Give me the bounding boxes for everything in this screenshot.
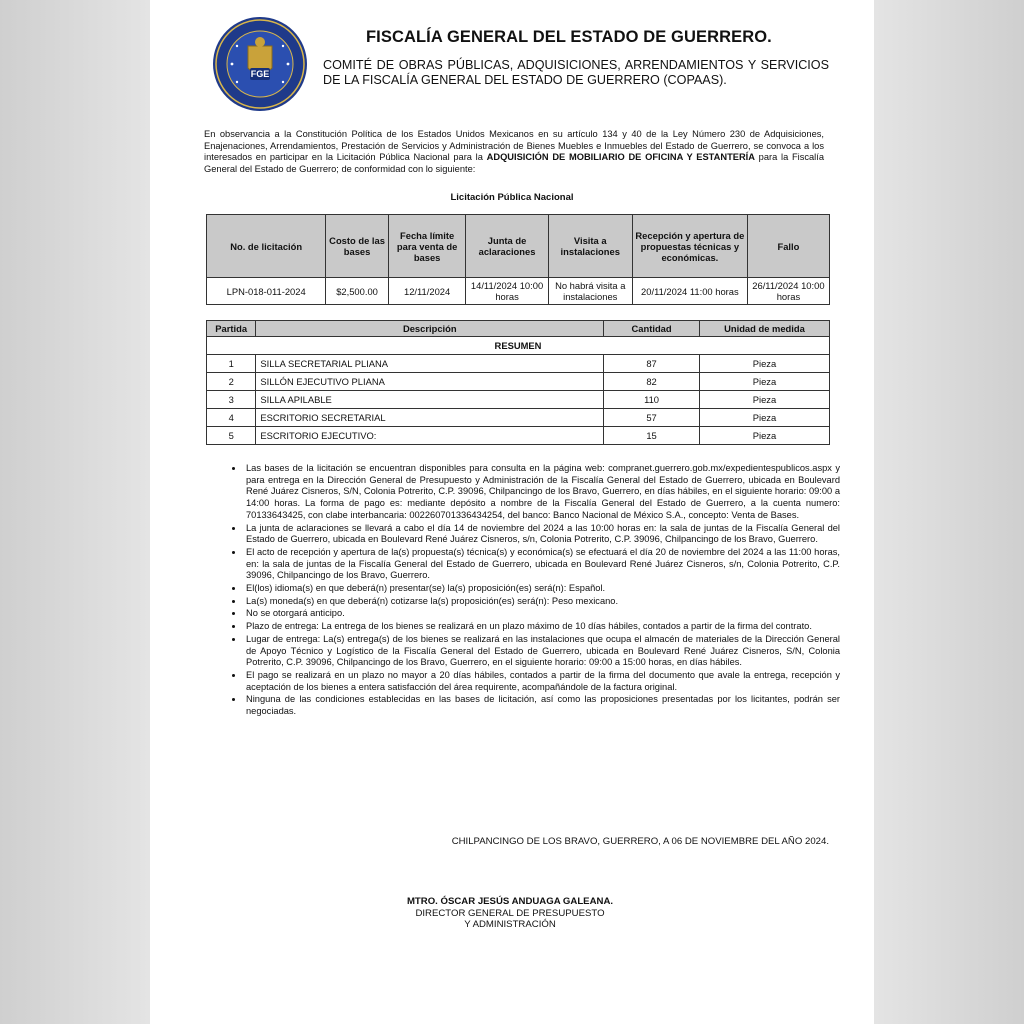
table-row — [207, 355, 830, 373]
header-cell: Recepción y apertura de propuestas técnicas y económicas. — [632, 215, 747, 278]
signer-name: MTRO. ÓSCAR JESÚS ANDUAGA GALEANA. — [406, 896, 614, 907]
signer-title-line-1: DIRECTOR GENERAL DE PRESUPUESTO — [415, 907, 605, 919]
cell: 14/11/2024 10:00 horas — [466, 278, 548, 305]
cell: No habrá visita a instalaciones — [548, 278, 632, 305]
header-cell: Cantidad — [604, 321, 700, 337]
cell: 12/11/2024 — [388, 278, 466, 305]
intro-text-1: En observancia a la Constitución Política de los Estados Unidos Mexicanos en su artículo 134 y 40 de la Ley Número 230 de Adquisiciones, Enajenaciones, Arrendamientos, Prestación de Servicios y Administración de Bienes Muebles e Inmuebles del Estado de Guerrero, se convoca a los interesados en participar en la Licitación Pública Nacional para la — [204, 129, 824, 163]
list-item: • Plazo de entrega: La entrega de los bienes se realizará en un plazo máximo de 10 días hábiles, contados a partir de la firma del contrato. — [244, 621, 840, 633]
cell: 5 — [207, 427, 256, 445]
header-cell: Junta de aclaraciones — [466, 215, 548, 278]
intro-bold: ADQUISICIÓN DE MOBILIARIO DE OFICINA Y ESTANTERÍA — [486, 152, 755, 163]
header-cell: Costo de las bases — [326, 215, 388, 278]
left-margin-blur — [0, 0, 150, 1024]
cell: 1 — [207, 355, 256, 373]
intro-text-2: para la Fiscalía General del Estado de Guerrero; de conformidad con lo siguiente: — [204, 152, 824, 174]
cell: 3 — [207, 391, 256, 409]
intro-paragraph — [204, 129, 824, 175]
page-title: FISCALÍA GENERAL DEL ESTADO DE GUERRERO. — [366, 28, 772, 46]
cell: LPN-018-011-2024 — [207, 278, 326, 305]
section-label: RESUMEN — [207, 337, 830, 355]
signer-title-line-2: Y ADMINISTRACIÓN — [464, 919, 556, 931]
cell: SILLÓN EJECUTIVO PLIANA — [256, 373, 604, 391]
section-subtitle: Licitación Pública Nacional — [450, 192, 574, 203]
cell: 57 — [604, 409, 700, 427]
list-item: • Lugar de entrega: La(s) entrega(s) de los bienes se realizará en las instalaciones que ocupa el almacén de materiales de la Dirección General de Apoyo Técnico y Logístico de la Fiscalía General del Estado de Guerrero, ubicada en Boulevard René Juárez Cisneros, S/N, Colonia Potrerito, C.P. 39096, Chilpancingo de los Bravo, Guerrero, en el siguiente horario: 09:00 a 15:00 horas, en días hábiles. — [244, 634, 840, 669]
cell: 2 — [207, 373, 256, 391]
header-cell: No. de licitación — [207, 215, 326, 278]
list-item: • La junta de aclaraciones se llevará a cabo el día 14 de noviembre del 2024 a las 10:00 horas en: la sala de juntas de la Fiscalía General del Estado de Guerrero, ubicada en Boulevard René Juárez Cisneros, s/n, Colonia Potrerito, C.P. 39096, Chilpancingo de los Bravo, Guerrero. — [244, 523, 840, 546]
list-item: • La(s) moneda(s) en que deberá(n) cotizarse la(s) proposición(es) será(n): Peso mexicano. — [244, 596, 840, 608]
committee-name: COMITÉ DE OBRAS PÚBLICAS, ADQUISICIONES, ARRENDAMIENTOS Y SERVICIOS DE LA FISCALÍA GENERAL DEL ESTADO DE GUERRERO (COPAAS). — [323, 58, 829, 87]
cell: 15 — [604, 427, 700, 445]
cell: 4 — [207, 409, 256, 427]
conditions-list — [228, 463, 840, 719]
table-row — [207, 409, 830, 427]
section-row — [207, 337, 830, 355]
items-table — [206, 320, 830, 445]
cell: ESCRITORIO EJECUTIVO: — [256, 427, 604, 445]
cell: $2,500.00 — [326, 278, 388, 305]
signature-block — [370, 896, 650, 931]
place-date: CHILPANCINGO DE LOS BRAVO, GUERRERO, A 06 DE NOVIEMBRE DEL AÑO 2024. — [451, 836, 829, 847]
header-cell: Fallo — [747, 215, 829, 278]
cell: 110 — [604, 391, 700, 409]
header-cell: Fecha límite para venta de bases — [388, 215, 466, 278]
cell: ESCRITORIO SECRETARIAL — [256, 409, 604, 427]
cell: Pieza — [699, 409, 829, 427]
table-row — [207, 278, 830, 305]
list-item: • El acto de recepción y apertura de la(s) propuesta(s) técnica(s) y económica(s) se efectuará el día 20 de noviembre del 2024 a las 11:00 horas, en: la sala de juntas de la Fiscalía General del Estado de Guerrero, ubicada en Boulevard René Juárez Cisneros, s/n, Colonia Potrerito, C.P. 39096, Chilpancingo de los Bravo, Guerrero. — [244, 547, 840, 582]
list-item: • No se otorgará anticipo. — [244, 608, 840, 620]
cell: Pieza — [699, 355, 829, 373]
cell: Pieza — [699, 391, 829, 409]
table-row — [207, 391, 830, 409]
list-item: • El(los) idioma(s) en que deberá(n) presentar(se) la(s) proposición(es) será(n): Español. — [244, 583, 840, 595]
header-cell: Visita a instalaciones — [548, 215, 632, 278]
table-row — [207, 427, 830, 445]
list-item: • Las bases de la licitación se encuentran disponibles para consulta en la página web: compranet.guerrero.gob.mx/expedientespublicos.aspx y para entrega en la Dirección General de Presupuesto y Administración de la Fiscalía General del Estado de Guerrero, ubicada en Boulevard René Juárez Cisneros, S/N, Colonia Potrerito, C.P. 39096, Chilpancingo de los Bravo, Guerrero, en días hábiles, en el siguiente horario: 09:00 a 14:00 horas. La forma de pago es: mediante depósito a nombre de la Fiscalía General del Estado de Guerrero, a la cuenta numero: 70133643425, con clabe interbancaria: 002260701336434254, del banco: Banco Nacional de México S.A., concepto: Venta de Bases. — [244, 463, 840, 522]
tender-table — [206, 214, 830, 305]
header-cell: Unidad de medida — [699, 321, 829, 337]
cell: SILLA APILABLE — [256, 391, 604, 409]
list-item: • Ninguna de las condiciones establecidas en las bases de licitación, así como las proposiciones presentadas por los licitantes, podrán ser negociadas. — [244, 694, 840, 717]
cell: 26/11/2024 10:00 horas — [747, 278, 829, 305]
right-margin-blur — [874, 0, 1024, 1024]
table-row — [207, 373, 830, 391]
cell: Pieza — [699, 373, 829, 391]
cell: SILLA SECRETARIAL PLIANA — [256, 355, 604, 373]
cell: 82 — [604, 373, 700, 391]
cell: 20/11/2024 11:00 horas — [632, 278, 747, 305]
logo-fge-text: FGE — [250, 69, 270, 79]
cell: 87 — [604, 355, 700, 373]
cell: Pieza — [699, 427, 829, 445]
fge-seal-logo — [212, 16, 308, 112]
header-cell: Partida — [207, 321, 256, 337]
list-item: • El pago se realizará en un plazo no mayor a 20 días hábiles, contados a partir de la firma del documento que avale la entrega, recepción y aceptación de los bienes a entera satisfacción del área requirente, acompañándole de la factura original. — [244, 670, 840, 693]
header-cell: Descripción — [256, 321, 604, 337]
